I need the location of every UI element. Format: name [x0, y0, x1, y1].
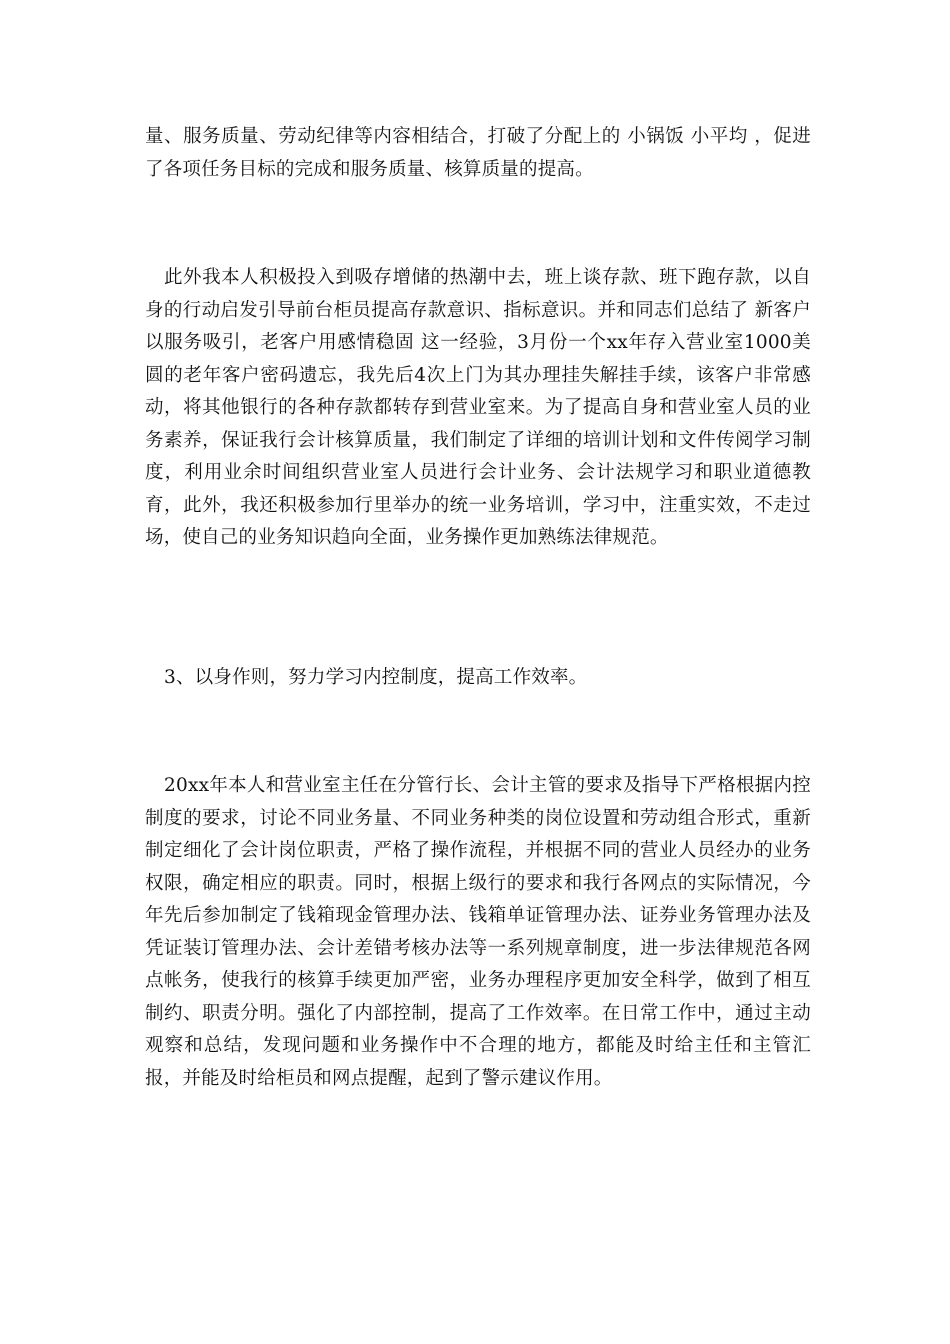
paragraph-2: 此外我本人积极投入到吸存增储的热潮中去，班上谈存款、班下跑存款，以自身的行动启发引导前台柜员提高存款意识、指标意识。并和同志们总结了 新客户以服务吸引，老客户用感情稳固 这一经验，3月份一个xx年存入营业室1000美圆的老年客户密码遗忘，我先后4次上门为其办理挂失解挂手续，该客户非常感动，将其他银行的各种存款都转存到营业室来。为了提高自身和营业室人员的业务素养，保证我行会计核算质量，我们制定了详细的培训计划和文件传阅学习制度，利用业余时间组织营业室人员进行会计业务、会计法规学习和职业道德教育，此外，我还积极参加行里举办的统一业务培训，学习中，注重实效，不走过场，使自己的业务知识趋向全面，业务操作更加熟练法律规范。 [145, 267, 811, 548]
paragraph-3: 20xx年本人和营业室主任在分管行长、会计主管的要求及指导下严格根据内控制度的要求，讨论不同业务量、不同业务种类的岗位设置和劳动组合形式，重新制定细化了会计岗位职责，严格了操作流程，并根据不同的营业人员经办的业务权限，确定相应的职责。同时，根据上级行的要求和我行各网点的实际情况，今年先后参加制定了钱箱现金管理办法、钱箱单证管理办法、证券业务管理办法及凭证装订管理办法、会计差错考核办法等一系列规章制度，进一步法律规范各网点帐务，使我行的核算手续更加严密，业务办理程序更加安全科学，做到了相互制约、职责分明。强化了内部控制，提高了工作效率。在日常工作中，通过主动观察和总结，发现问题和业务操作中不合理的地方，都能及时给主任和主管汇报，并能及时给柜员和网点提醒，起到了警示建议作用。 [145, 775, 811, 1089]
section-heading: 3、以身作则，努力学习内控制度，提高工作效率。 [164, 667, 588, 688]
paragraph-1: 量、服务质量、劳动纪律等内容相结合，打破了分配上的 小锅饭 小平均 ，促进了各项任务目标的完成和服务质量、核算质量的提高。 [145, 126, 811, 180]
